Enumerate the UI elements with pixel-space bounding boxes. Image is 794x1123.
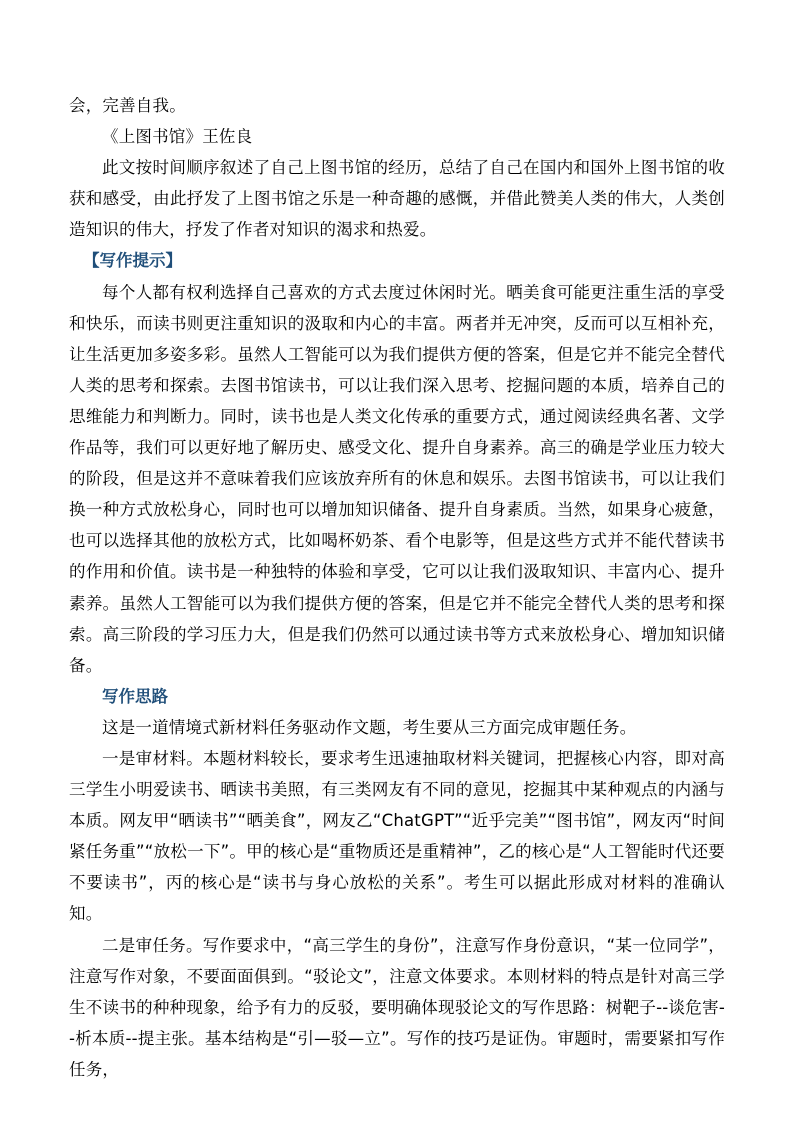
paragraph-point-one: 一是审材料。本题材料较长，要求考生迅速抽取材料关键词，把握核心内容，即对高三学生小明爱读书、晒读书美照，有三类网友有不同的意见，挖掘其中某种观点的内涵与本质。网友甲“晒读书”“晒美食”，网友乙“ChatGPT”“近乎完美”“图书馆”，网友丙“时间紧任务重”“放松一下”。甲的核心是“重物质还是重精神”，乙的核心是“人工智能时代还要不要读书”，丙的核心是“读书与身心放松的关系”。考生可以据此形成对材料的准确认知。 — [69, 748, 725, 924]
book-title-line: 《上图书馆》王佐良 — [102, 127, 253, 147]
paragraph-thinking-intro: 这是一道情境式新材料任务驱动作文题，考生要从三方面完成审题任务。 — [102, 717, 637, 737]
document-page — [69, 90, 725, 1085]
paragraph-intro-end: 会，完善自我。 — [69, 96, 186, 115]
paragraph-book-summary: 此文按时间顺序叙述了自己上图书馆的经历，总结了自己在国内和国外上图书馆的收获和感受，由此抒发了上图书馆之乐是一种奇趣的感慨，并借此赞美人类的伟大，人类创造知识的伟大，抒发了作者对知识的渴求和热爱。 — [69, 158, 725, 240]
heading-writing-thinking: 写作思路 — [102, 686, 168, 706]
paragraph-point-two: 二是审任务。写作要求中，“高三学生的身份”，注意写作身份意识，“某一位同学”，注意写作对象，不要面面俱到。“驳论文”，注意文体要求。本则材料的特点是针对高三学生不读书的种种现象，给予有力的反驳，要明确体现驳论文的写作思路：树靶子--谈危害--析本质--提主张。基本结构是“引—驳—立”。写作的技巧是证伪。审题时，需要紧扣写作任务， — [69, 935, 725, 1079]
heading-writing-tips: 【写作提示】 — [83, 251, 182, 271]
paragraph-writing-tips: 每个人都有权利选择自己喜欢的方式去度过休闲时光。晒美食可能更注重生活的享受和快乐，而读书则更注重知识的汲取和内心的丰富。两者并无冲突，反而可以互相补充，让生活更加多姿多彩。虽然人工智能可以为我们提供方便的答案，但是它并不能完全替代人类的思考和探索。去图书馆读书，可以让我们深入思考、挖掘问题的本质，培养自己的思维能力和判断力。同时，读书也是人类文化传承的重要方式，通过阅读经典名著、文学作品等，我们可以更好地了解历史、感受文化、提升自身素养。高三的确是学业压力较大的阶段，但是这并不意味着我们应该放弃所有的休息和娱乐。去图书馆读书，可以让我们换一种方式放松身心，同时也可以增加知识储备、提升自身素质。当然，如果身心疲惫，也可以选择其他的放松方式，比如喝杯奶茶、看个电影等，但是这些方式并不能代替读书的作用和价值。读书是一种独特的体验和享受，它可以让我们汲取知识、丰富内心、提升素养。虽然人工智能可以为我们提供方便的答案，但是它并不能完全替代人类的思考和探索。高三阶段的学习压力大，但是我们仍然可以通过读书等方式来放松身心、增加知识储备。 — [69, 282, 725, 675]
